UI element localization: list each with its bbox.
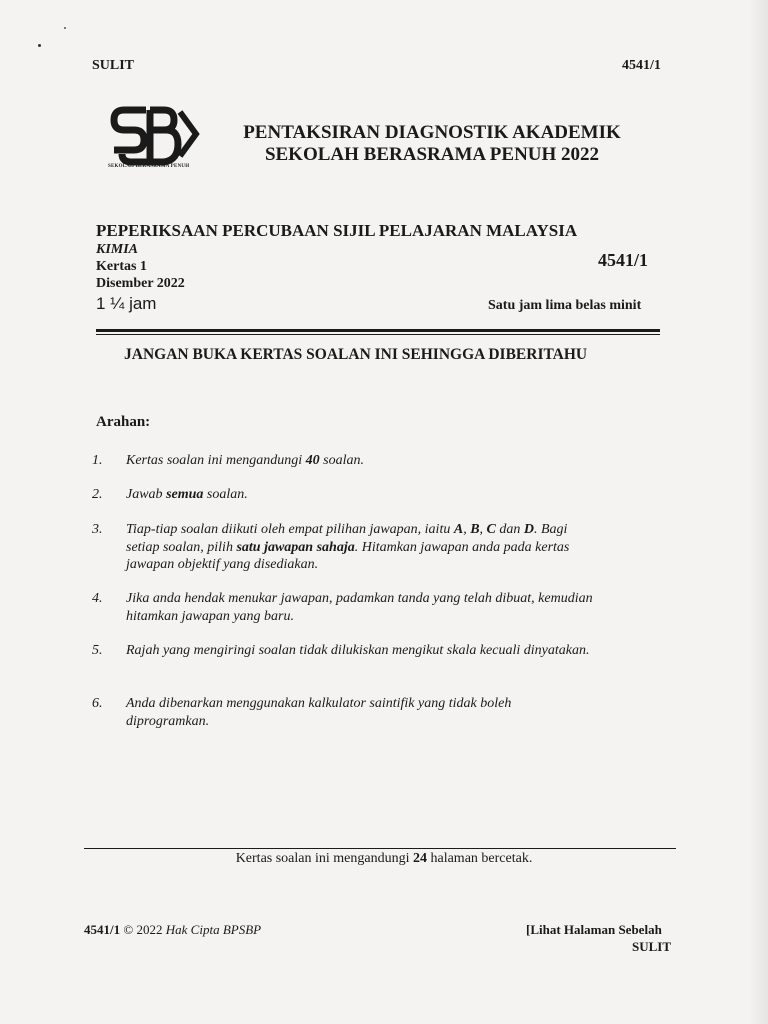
instruction-number: 2.	[92, 487, 103, 502]
footer-classification: SULIT	[632, 939, 672, 954]
instruction-text: Rajah yang mengiringi soalan tidak dilukiskan mengikut skala kecuali dinyatakan.	[126, 643, 590, 658]
exam-name: PEPERIKSAAN PERCUBAAN SIJIL PELAJARAN MALAYSIA	[96, 221, 578, 240]
divider-thin	[96, 334, 660, 335]
footer-divider	[84, 848, 676, 849]
instruction-number: 5.	[92, 643, 103, 658]
assessment-title-line1: PENTAKSIRAN DIAGNOSTIK AKADEMIK	[243, 122, 621, 143]
instruction-number: 4.	[92, 591, 103, 606]
logo-caption: SEKOLAH BERASRAMA PENUH	[108, 164, 190, 169]
exam-duration: 1 ¼ jam	[96, 294, 157, 313]
header-paper-code: 4541/1	[622, 58, 661, 73]
instruction-text: Tiap-tiap soalan diikuti oleh empat pilihan jawapan, iaitu A, B, C dan D. Bagi setiap soalan, pilih satu jawapan sahaja. Hitamkan jawapan anda pada kertas jawapan objektif yang disediakan.	[126, 522, 570, 572]
instruction-number: 6.	[92, 696, 103, 711]
instruction-number: 3.	[92, 522, 103, 537]
subject-name: KIMIA	[96, 242, 139, 257]
exam-date: Disember 2022	[96, 276, 185, 291]
exam-code: 4541/1	[598, 250, 649, 270]
instruction-text: Anda dibenarkan menggunakan kalkulator saintifik yang tidak boleh diprogramkan.	[126, 696, 512, 729]
instruction-number: 1.	[92, 453, 103, 468]
copyright-line: 4541/1 © 2022 Hak Cipta BPSBP	[84, 922, 262, 937]
do-not-open-warning: JANGAN BUKA KERTAS SOALAN INI SEHINGGA DIBERITAHU	[124, 346, 588, 363]
page-count-note: Kertas soalan ini mengandungi 24 halaman bercetak.	[235, 851, 533, 866]
next-page-note: [Lihat Halaman Sebelah	[526, 922, 662, 937]
assessment-title-line2: SEKOLAH BERASRAMA PENUH 2022	[264, 144, 600, 165]
scan-speck	[64, 27, 66, 29]
instruction-text: Jika anda hendak menukar jawapan, padamkan tanda yang telah dibuat, kemudian hitamkan jawapan yang baru.	[126, 591, 593, 624]
paper-number: Kertas 1	[96, 259, 147, 274]
instruction-text: Kertas soalan ini mengandungi 40 soalan.	[126, 453, 365, 468]
scan-speck	[38, 44, 41, 47]
exam-duration-words: Satu jam lima belas minit	[488, 298, 642, 313]
instruction-text: Jawab semua soalan.	[126, 487, 248, 502]
divider-thick	[96, 329, 660, 332]
instructions-heading: Arahan:	[96, 414, 151, 430]
header-classification: SULIT	[92, 58, 135, 73]
